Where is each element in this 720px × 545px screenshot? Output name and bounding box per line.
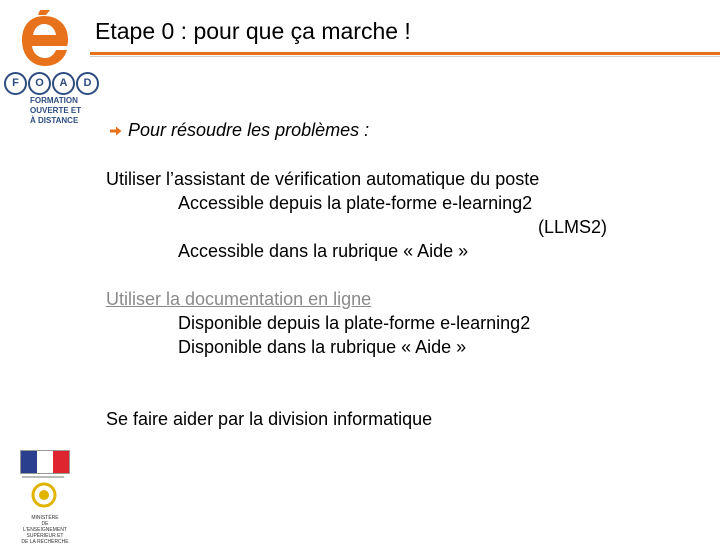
body-line: (LLMS2) [538,217,608,237]
body-line: Disponible depuis la plate-forme e-learning2 [178,313,531,333]
tagline-line: OUVERTE ET [30,106,82,115]
body-line: Utiliser l’assistant de vérification automatique du poste [106,169,540,189]
e-logo-icon [18,10,70,70]
foad-tagline [30,96,90,126]
foad-letter: D [76,72,99,95]
motto-line [22,476,64,478]
ministry-line: SUPÉRIEUR ET [26,533,64,539]
body-line: Disponible dans la rubrique « Aide » [178,337,467,357]
branding-sidebar [0,0,92,545]
body-line: Se faire aider par la division informatique [106,409,433,429]
arrow-right-icon [110,126,122,136]
ministry-text [20,515,70,545]
tagline-line: FORMATION [30,96,78,105]
documentation-link[interactable]: Utiliser la documentation en ligne [106,289,372,309]
ministry-line: DE LA RECHERCHE [21,539,69,545]
foad-letter: F [4,72,27,95]
foad-letter: O [28,72,51,95]
ministry-line: DE L'ENSEIGNEMENT [23,521,67,533]
title-underline [90,52,720,55]
republique-francaise-flag-icon [20,450,70,474]
body-line: Accessible depuis la plate-forme e-learning2 [178,193,533,213]
slide-title: Etape 0 : pour que ça marche ! [95,18,411,44]
foad-letter: A [52,72,75,95]
body-line: Accessible dans la rubrique « Aide » [178,241,469,261]
title-underline-shadow [90,56,720,57]
foad-logo [4,72,99,94]
section-heading-text: Pour résoudre les problèmes : [128,120,370,140]
section-heading [110,120,369,141]
ministry-line: MINISTÈRE [31,515,59,521]
tagline-line: À DISTANCE [30,116,79,125]
seal-icon [30,482,58,508]
ministry-logo [20,450,70,545]
